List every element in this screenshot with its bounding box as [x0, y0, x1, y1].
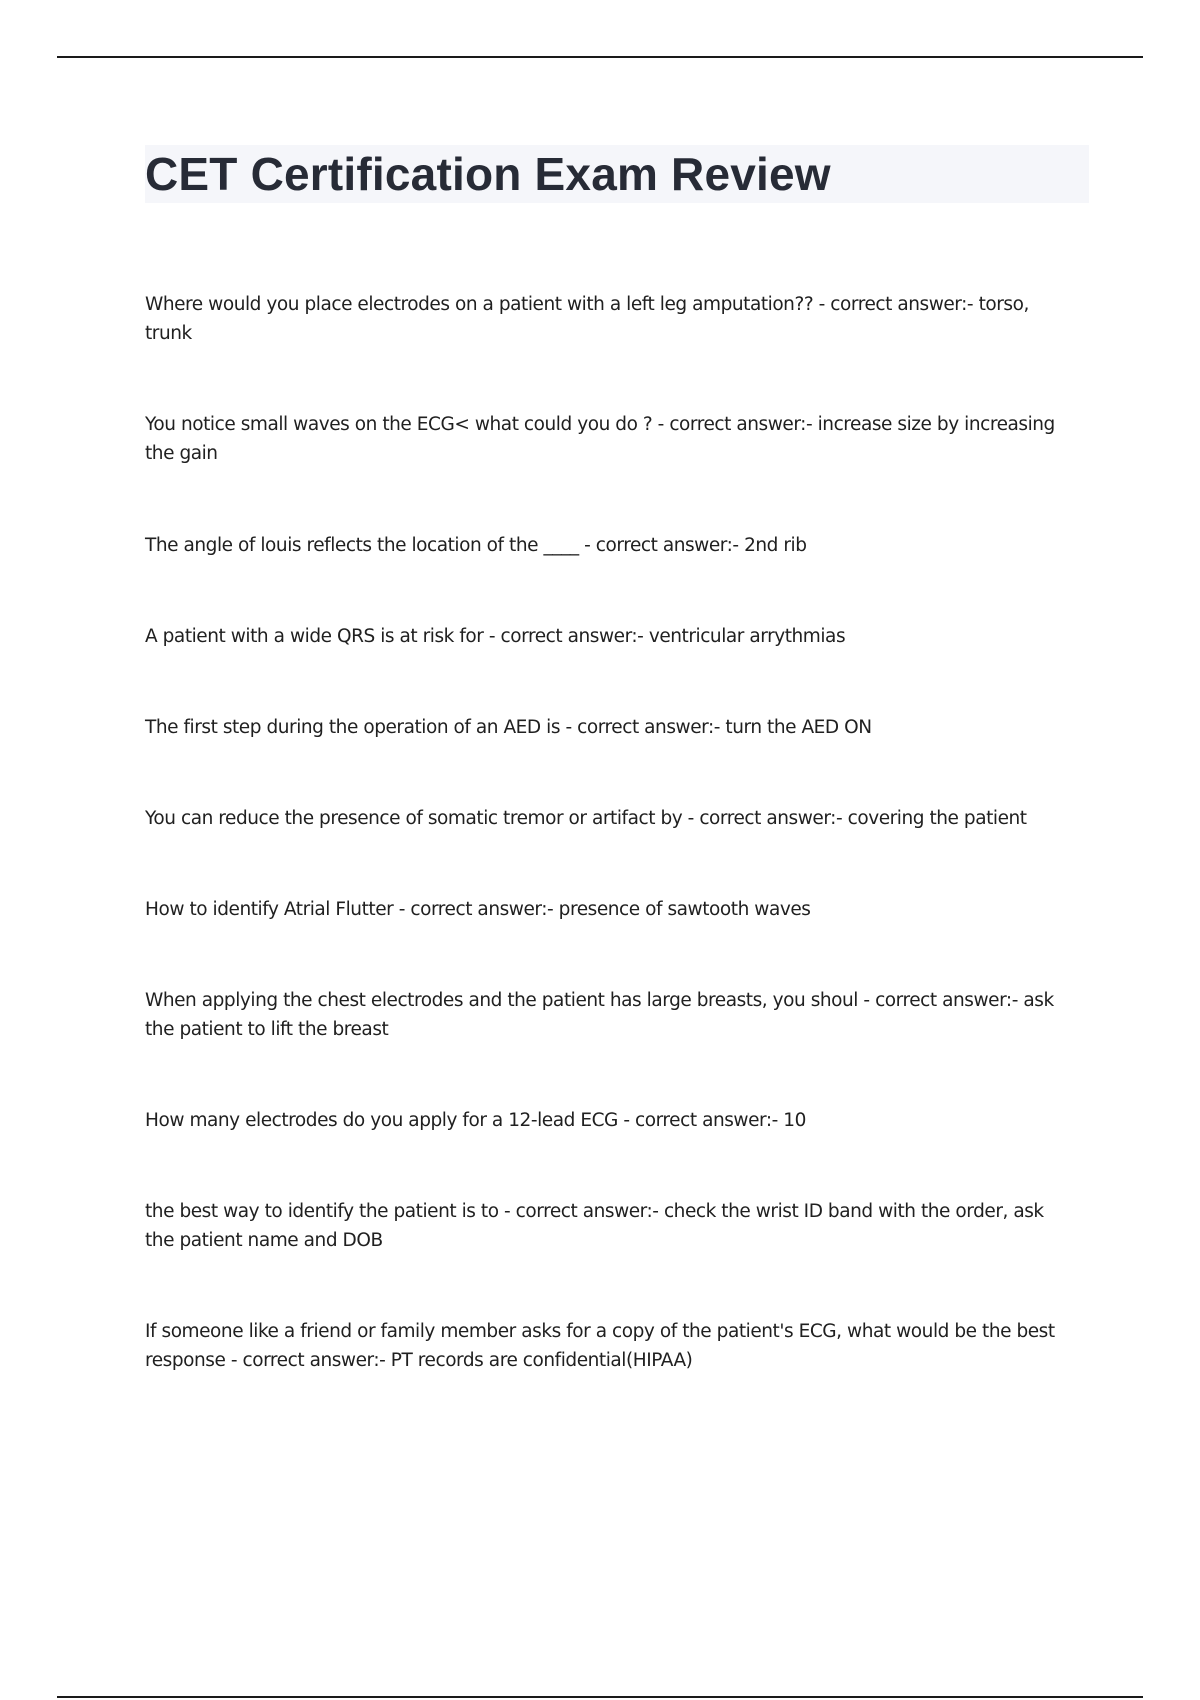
qa-item-5: The first step during the operation of an AED is - correct answer:- turn the AED ON — [145, 717, 872, 738]
qa-item-4: A patient with a wide QRS is at risk for - correct answer:- ventricular arrythmias — [145, 626, 846, 647]
qa-item-8: When applying the chest electrodes and the patient has large breasts, you shoul - correct answer:- ask the patient to lift the breast — [145, 990, 1054, 1040]
qa-item-1: Where would you place electrodes on a patient with a left leg amputation?? - correct answer:- torso, trunk — [145, 294, 1029, 344]
qa-item-9: How many electrodes do you apply for a 12-lead ECG - correct answer:- 10 — [145, 1110, 806, 1131]
title-banner — [145, 145, 1089, 203]
qa-item-7: How to identify Atrial Flutter - correct answer:- presence of sawtooth waves — [145, 899, 811, 920]
top-rule — [57, 56, 1143, 58]
qa-item-3: The angle of louis reflects the location of the ____ - correct answer:- 2nd rib — [145, 535, 807, 556]
qa-item-11: If someone like a friend or family member asks for a copy of the patient's ECG, what would be the best response - correct answer:- PT records are confidential(HIPAA) — [145, 1321, 1055, 1371]
qa-item-10: the best way to identify the patient is to - correct answer:- check the wrist ID band with the order, ask the patient name and DOB — [145, 1201, 1044, 1251]
qa-item-2: You notice small waves on the ECG< what could you do ? - correct answer:- increase size by increasing the gain — [145, 414, 1055, 464]
bottom-rule — [57, 1696, 1143, 1698]
qa-item-6: You can reduce the presence of somatic tremor or artifact by - correct answer:- covering the patient — [145, 808, 1027, 829]
page-title: CET Certification Exam Review — [145, 148, 831, 200]
